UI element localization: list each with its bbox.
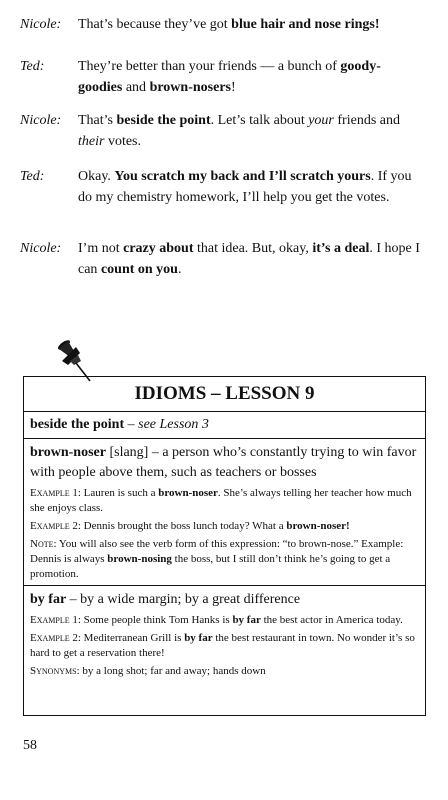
idiom-entry (24, 412, 425, 439)
text-run: 2: Dennis brought the boss lunch today? What a (69, 520, 287, 532)
text-run: That’s because they’ve got (78, 17, 232, 32)
text-run: the best actor in America today. (260, 614, 403, 626)
text-run: That’s (78, 113, 117, 128)
idiom-example (30, 613, 419, 628)
label-text: Example (30, 614, 70, 626)
dialogue-line (78, 166, 420, 208)
speaker-name: Ted: (20, 169, 45, 184)
idiom-term: blue hair and nose rings! (231, 17, 380, 32)
text-run: ! (230, 80, 236, 95)
text-run: Okay. (78, 169, 115, 184)
dialogue-entry (20, 56, 420, 98)
text-run: 2: Mediterranean Grill is (69, 632, 185, 644)
dialogue-line (78, 56, 420, 98)
text-run: They’re better than your friends — a bunch of (78, 59, 341, 74)
text-run: . Let’s talk about (210, 113, 309, 128)
dialogue-entry (20, 166, 420, 208)
text-run: . (177, 262, 182, 277)
dialogue-entry (20, 14, 420, 35)
idiom-example (30, 519, 419, 534)
idiom-term: brown-nosing (107, 553, 172, 565)
idiom-term: You scratch my back and I’ll scratch yours (114, 169, 371, 184)
idiom-term: by far (30, 592, 67, 607)
text-run: – (124, 417, 139, 432)
text-run: . I hope I can (78, 241, 420, 277)
text-run: that idea. But, okay, (193, 241, 313, 256)
label-text: Synonyms (30, 665, 77, 677)
idiom-definition (30, 415, 419, 435)
text-run: 1: Some people think Tom Hanks is (69, 614, 233, 626)
idiom-definition (30, 590, 419, 610)
text-run: . If you do my chemistry homework, I’ll help you get the votes. (78, 169, 412, 205)
idiom-term: beside the point (116, 113, 211, 128)
idiom-example (30, 664, 419, 679)
text-run: friends and (333, 113, 400, 128)
text-run: the best restaurant in town. No wonder it’s so hard to get a reservation there! (30, 632, 415, 659)
idioms-box-title: IDIOMS – LESSON 9 (24, 377, 425, 412)
idioms-sections (24, 412, 425, 682)
label-text: Example (30, 520, 70, 532)
idiom-term: brown-noser (30, 445, 106, 460)
idiom-term: beside the point (30, 417, 125, 432)
text-run: their (78, 134, 105, 149)
idiom-term: by far (184, 632, 213, 644)
idiom-term: goody-goodies (78, 59, 381, 95)
text-run: [slang] – a person who’s constantly trying to win favor with people above them, such as teachers or bosses (30, 445, 417, 480)
label-text: Example (30, 632, 70, 644)
text-run: I’m not (78, 241, 124, 256)
dialogue-entry (20, 238, 420, 280)
idioms-box (23, 376, 426, 716)
speaker-name: Nicole: (20, 241, 62, 256)
idiom-term: brown-noser (158, 487, 218, 499)
idiom-entry (24, 439, 425, 586)
idiom-example (30, 631, 419, 661)
idiom-example (30, 486, 419, 516)
idiom-term: crazy about (123, 241, 194, 256)
label-text: Note (30, 538, 54, 550)
text-run: : by a long shot; far and away; hands down (76, 665, 266, 677)
text-run: and (122, 80, 150, 95)
text-run: : You will also see the verb form of this expression: “to brown-nose.” Example: Dennis is always (30, 538, 404, 565)
idiom-example (30, 537, 419, 582)
text-run: 1: Lauren is such a (69, 487, 159, 499)
dialogue-entry (20, 110, 420, 152)
text-run: . She’s always telling her teacher how much she enjoys class. (30, 487, 412, 514)
speaker-name: Nicole: (20, 113, 62, 128)
idiom-term: brown-noser! (286, 520, 350, 532)
dialogue-line (78, 238, 420, 280)
page-number: 58 (23, 738, 37, 753)
dialogue-line (78, 14, 420, 35)
speaker-name: Ted: (20, 59, 45, 74)
idiom-definition (30, 443, 419, 483)
text-run: your (308, 113, 334, 128)
idiom-term: brown-nosers (149, 80, 231, 95)
dialogue-line (78, 110, 420, 152)
text-run: – by a wide margin; by a great difference (66, 592, 301, 607)
label-text: Example (30, 487, 70, 499)
idiom-term: by far (232, 614, 261, 626)
text-run: see Lesson 3 (138, 417, 209, 432)
speaker-name: Nicole: (20, 17, 62, 32)
idiom-entry (24, 586, 425, 682)
text-run: the boss, but I still don’t think he’s going to get a promotion. (30, 553, 391, 580)
text-run: votes. (104, 134, 142, 149)
idiom-term: count on you (100, 262, 178, 277)
idiom-term: it’s a deal (312, 241, 370, 256)
